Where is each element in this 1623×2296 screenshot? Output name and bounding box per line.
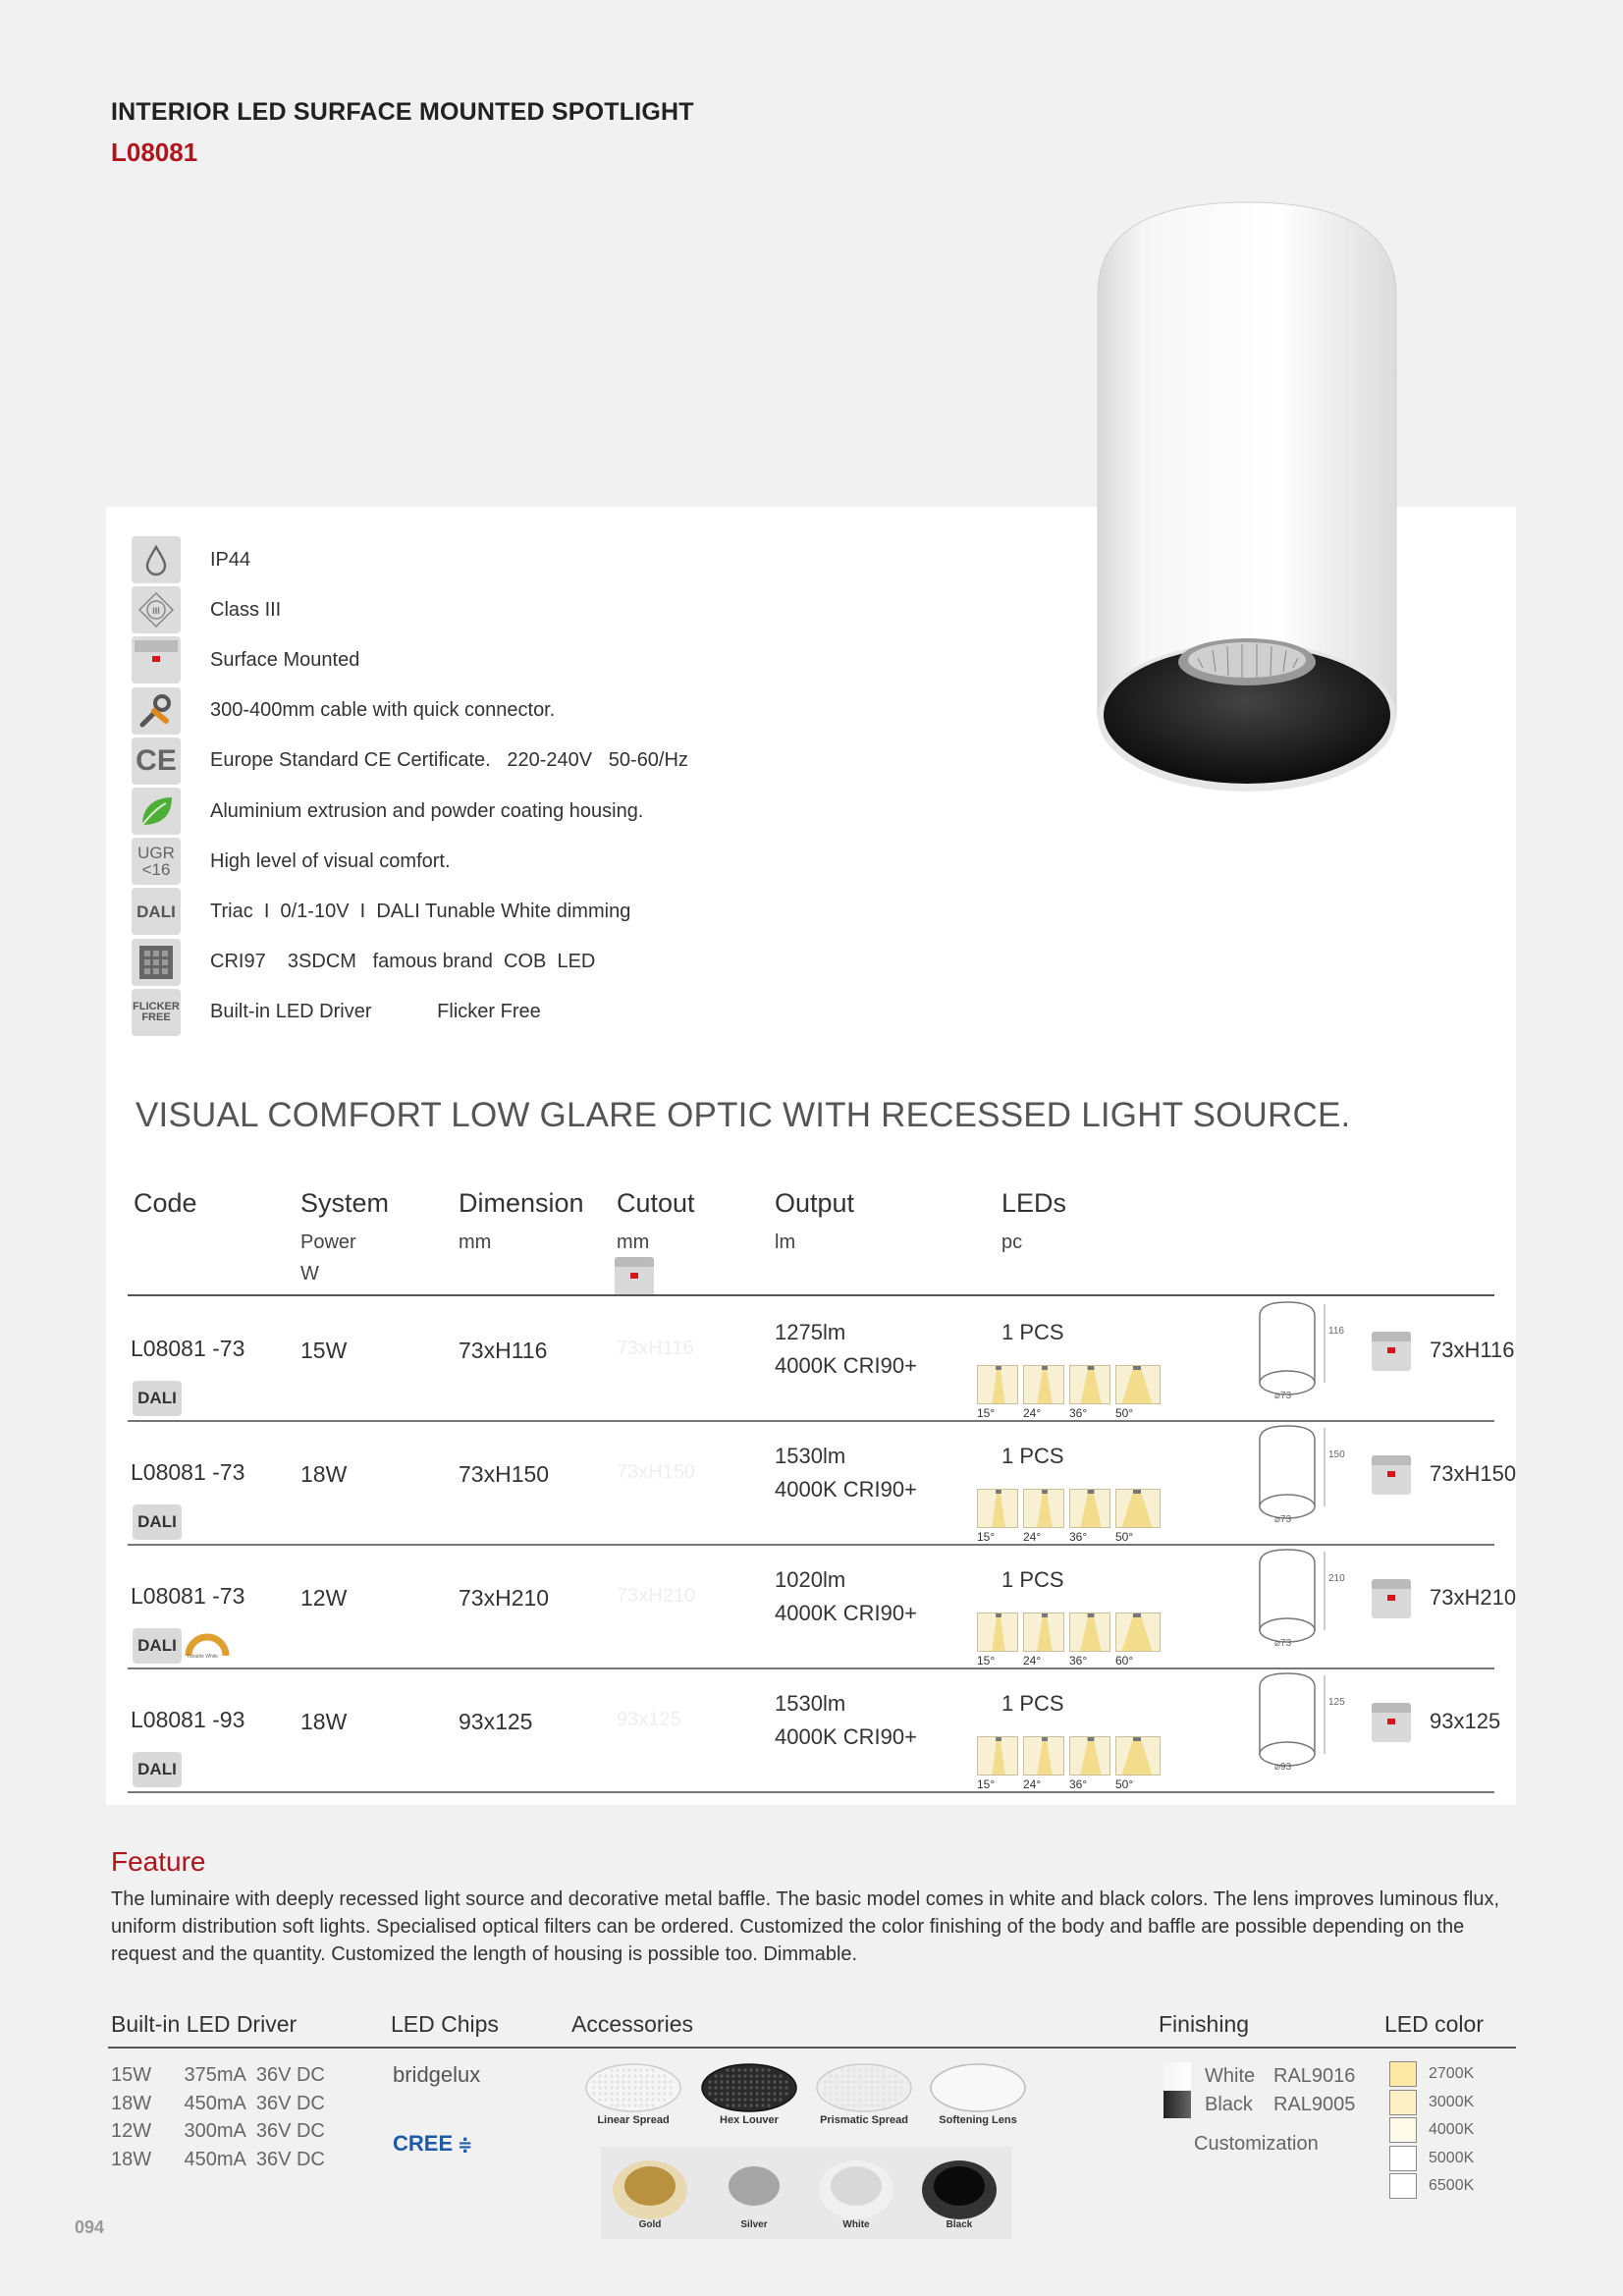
customization-label: Customization (1194, 2133, 1319, 2155)
finish-ral: RAL9005 (1273, 2093, 1356, 2115)
led-color-option (1389, 2173, 1474, 2199)
row-cutout: 73xH116 (617, 1338, 694, 1359)
cutout-icon (615, 1257, 654, 1296)
beam-angle-label: 50° (1115, 1406, 1134, 1420)
surface-mount-icon (1372, 1703, 1411, 1742)
leaf-icon (132, 788, 181, 835)
beam-angle-icon (1023, 1365, 1064, 1404)
row-cutout: 73xH150 (617, 1461, 696, 1483)
beam-angle-icon (1069, 1489, 1110, 1528)
surface-mount-icon (132, 636, 181, 683)
row-cct: 4000K CRI90+ (775, 1353, 917, 1378)
beam-angle-icon (977, 1736, 1018, 1776)
led-color-cct: 6500K (1429, 2177, 1475, 2194)
ce-icon: CE (132, 738, 181, 785)
row-leds: 1 PCS (1001, 1320, 1064, 1344)
dimension-height: 210 (1328, 1573, 1345, 1584)
feature-item (132, 887, 630, 936)
finish-ral: RAL9016 (1273, 2064, 1356, 2087)
row-power: 15W (300, 1338, 348, 1363)
chips-title: LED Chips (391, 2011, 499, 2037)
beam-angle-label: 36° (1069, 1530, 1088, 1544)
surface-mount-icon (1372, 1579, 1411, 1618)
bottom-divider (108, 2047, 1516, 2049)
class-iii-icon (132, 586, 181, 633)
row-code: L08081 -93 (131, 1707, 245, 1732)
feature-text: High level of visual comfort. (210, 849, 451, 872)
feature-item (132, 938, 595, 987)
finish-swatch (1163, 2091, 1191, 2118)
baffle-label: Silver (740, 2219, 768, 2230)
row-size: 73xH116 (1430, 1338, 1515, 1362)
lens-accessory (929, 2062, 1027, 2118)
col-sub-lm: lm (775, 1231, 796, 1253)
finish-name: White (1205, 2064, 1256, 2087)
beam-angle-icon (977, 1489, 1018, 1528)
beam-angle-label: 24° (1023, 1530, 1042, 1544)
beam-angle-icon (1115, 1365, 1161, 1404)
row-leds: 1 PCS (1001, 1444, 1064, 1468)
water-drop-icon (132, 536, 181, 583)
dimension-height: 125 (1328, 1697, 1345, 1708)
led-color-option (1389, 2090, 1474, 2115)
beam-angle-icon (977, 1365, 1018, 1404)
feature-text: 300-400mm cable with quick connector. (210, 699, 556, 722)
beam-angle-label: 36° (1069, 1406, 1088, 1420)
dali-badge: DALI (133, 1504, 182, 1540)
led-color-cct: 5000K (1429, 2149, 1475, 2166)
dimension-diameter: ⌀73 (1274, 1638, 1292, 1649)
feature-text: Europe Standard CE Certificate. 220-240V 50-60/Hz (210, 749, 688, 772)
feature-item (132, 837, 451, 886)
page-number: 094 (75, 2217, 105, 2237)
accessories-title: Accessories (571, 2011, 693, 2037)
dimension-diameter: ⌀93 (1274, 1762, 1292, 1773)
beam-angle-label: 50° (1115, 1777, 1134, 1791)
beam-angle-icon (1023, 1613, 1064, 1652)
beam-angle-label: 24° (1023, 1654, 1042, 1667)
finish-option (1163, 2091, 1355, 2118)
table-header-line (128, 1294, 1494, 1296)
led-color-option (1389, 2061, 1474, 2087)
dimension-drawing (1252, 1298, 1360, 1416)
feature-item (132, 585, 281, 634)
col-header-dimension: Dimension (459, 1188, 584, 1218)
row-code: L08081 -73 (131, 1336, 245, 1361)
dali-badge: DALI (133, 1381, 182, 1416)
lens-accessory (700, 2062, 798, 2118)
row-size: 73xH210 (1430, 1585, 1517, 1610)
beam-angle-labels (977, 1777, 1162, 1791)
cob-chip-icon (132, 939, 181, 986)
row-lumen: 1020lm (775, 1567, 846, 1592)
lens-label: Hex Louver (720, 2114, 779, 2126)
lens-label: Prismatic Spread (820, 2114, 908, 2126)
surface-mount-icon (1372, 1332, 1411, 1371)
beam-angle-icon (1115, 1489, 1161, 1528)
row-dimension: 73xH210 (459, 1585, 550, 1611)
row-cutout: 73xH210 (617, 1585, 696, 1607)
led-color-cct: 2700K (1429, 2065, 1475, 2082)
led-color-cct: 3000K (1429, 2093, 1475, 2110)
row-power: 18W (300, 1709, 348, 1734)
col-header-leds: LEDs (1001, 1188, 1067, 1218)
col-sub-pc: pc (1001, 1231, 1023, 1253)
led-color-swatch (1389, 2146, 1417, 2171)
row-dimension: 73xH150 (459, 1461, 550, 1487)
beam-angle-group (977, 1489, 1161, 1528)
finish-name: Black (1205, 2093, 1253, 2115)
row-code: L08081 -73 (131, 1583, 245, 1609)
lens-accessory (815, 2062, 913, 2118)
feature-item (132, 535, 250, 584)
dimension-drawing (1252, 1546, 1360, 1664)
beam-angle-label: 24° (1023, 1777, 1042, 1791)
col-header-cutout: Cutout (617, 1188, 695, 1218)
beam-angle-labels (977, 1406, 1162, 1420)
beam-angle-group (977, 1613, 1161, 1652)
beam-angle-label: 15° (977, 1777, 996, 1791)
row-cct: 4000K CRI90+ (775, 1477, 917, 1502)
beam-angle-icon (1023, 1736, 1064, 1776)
flicker-free-icon: FLICKER FREE (132, 989, 181, 1036)
row-size: 73xH150 (1430, 1461, 1517, 1486)
led-color-swatch (1389, 2061, 1417, 2087)
dali-badge: DALI (133, 1628, 182, 1664)
feature-item (132, 787, 643, 836)
ugr-icon: UGR <16 (132, 838, 181, 885)
product-code: L08081 (111, 137, 198, 167)
row-size: 93x125 (1430, 1709, 1501, 1733)
feature-title: Feature (111, 1846, 206, 1877)
beam-angle-icon (1115, 1736, 1161, 1776)
col-header-code: Code (134, 1188, 197, 1218)
page-title: INTERIOR LED SURFACE MOUNTED SPOTLIGHT (111, 98, 694, 126)
led-color-swatch (1389, 2173, 1417, 2199)
feature-text: CRI97 3SDCM famous brand COB LED (210, 951, 596, 973)
beam-angle-icon (1023, 1489, 1064, 1528)
dimension-drawing (1252, 1669, 1360, 1787)
dimension-drawing (1252, 1422, 1360, 1540)
beam-angle-label: 15° (977, 1654, 996, 1667)
row-lumen: 1530lm (775, 1444, 846, 1468)
lens-label: Softening Lens (939, 2114, 1017, 2126)
bridgelux-logo (393, 2062, 480, 2088)
finish-option (1163, 2062, 1355, 2090)
row-leds: 1 PCS (1001, 1567, 1064, 1592)
feature-text: Surface Mounted (210, 648, 360, 671)
row-cct: 4000K CRI90+ (775, 1601, 917, 1625)
beam-angle-label: 36° (1069, 1654, 1088, 1667)
row-divider (128, 1791, 1494, 1793)
col-sub-watt: W (300, 1263, 319, 1285)
beam-angle-icon (977, 1613, 1018, 1652)
tools-icon (132, 687, 181, 735)
feature-item (132, 686, 555, 736)
beam-angle-label: 15° (977, 1406, 996, 1420)
baffle-label: White (842, 2219, 870, 2230)
headline: VISUAL COMFORT LOW GLARE OPTIC WITH RECESSED LIGHT SOURCE. (135, 1096, 1351, 1134)
driver-spec: 15W 375mA 36V DC (111, 2064, 325, 2086)
dimension-height: 116 (1328, 1326, 1344, 1337)
led-color-cct: 4000K (1429, 2121, 1475, 2138)
led-color-swatch (1389, 2090, 1417, 2115)
led-color-option (1389, 2146, 1474, 2171)
row-leds: 1 PCS (1001, 1691, 1064, 1716)
dimension-diameter: ⌀73 (1274, 1391, 1292, 1401)
col-sub-power: Power (300, 1231, 356, 1253)
beam-angle-group (977, 1736, 1161, 1776)
beam-angle-label: 50° (1115, 1530, 1134, 1544)
dali-badge: DALI (133, 1752, 182, 1787)
feature-text: Triac I 0/1-10V I DALI Tunable White dimming (210, 900, 631, 922)
col-sub-cutout-mm: mm (617, 1231, 650, 1253)
beam-angle-group (977, 1365, 1161, 1404)
led-color-option (1389, 2117, 1474, 2143)
feature-text: IP44 (210, 548, 251, 571)
feature-text: Class III (210, 598, 282, 621)
col-sub-mm: mm (459, 1231, 492, 1253)
driver-spec: 18W 450mA 36V DC (111, 2148, 325, 2170)
beam-angle-icon (1069, 1736, 1110, 1776)
baffle-accessory (815, 2155, 897, 2228)
row-code: L08081 -73 (131, 1459, 245, 1485)
lens-accessory (584, 2062, 682, 2118)
baffle-accessory (918, 2155, 1001, 2228)
beam-angle-label: 60° (1115, 1654, 1134, 1667)
feature-item (132, 988, 541, 1037)
dali-icon: DALI (132, 888, 181, 935)
finish-swatch (1163, 2062, 1191, 2090)
row-lumen: 1530lm (775, 1691, 846, 1716)
dimension-diameter: ⌀73 (1274, 1514, 1292, 1525)
beam-angle-labels (977, 1654, 1162, 1667)
row-cutout: 93x125 (617, 1709, 681, 1730)
ledcolor-title: LED color (1384, 2011, 1484, 2037)
beam-angle-icon (1069, 1613, 1110, 1652)
row-dimension: 93x125 (459, 1709, 533, 1734)
cree-logo: CREE ≑ (393, 2131, 473, 2156)
col-header-output: Output (775, 1188, 855, 1218)
row-dimension: 73xH116 (459, 1338, 548, 1363)
row-power: 12W (300, 1585, 348, 1611)
row-cct: 4000K CRI90+ (775, 1724, 917, 1749)
driver-spec: 12W 300mA 36V DC (111, 2120, 325, 2142)
col-header-system: System (300, 1188, 390, 1218)
lens-label: Linear Spread (597, 2114, 670, 2126)
cree-text: CREE (393, 2131, 454, 2156)
beam-angle-label: 24° (1023, 1406, 1042, 1420)
beam-angle-label: 15° (977, 1530, 996, 1544)
beam-angle-icon (1069, 1365, 1110, 1404)
baffle-accessory (609, 2155, 691, 2228)
beam-angle-label: 36° (1069, 1777, 1088, 1791)
svg-text:III: III (152, 606, 160, 617)
feature-item (132, 635, 359, 684)
row-power: 18W (300, 1461, 348, 1487)
baffle-label: Black (946, 2219, 973, 2230)
baffle-label: Gold (638, 2219, 662, 2230)
product-image (1090, 196, 1404, 795)
driver-title: Built-in LED Driver (111, 2011, 298, 2037)
feature-item (132, 737, 688, 786)
driver-spec: 18W 450mA 36V DC (111, 2092, 325, 2114)
beam-angle-labels (977, 1530, 1162, 1544)
beam-angle-icon (1115, 1613, 1161, 1652)
bridgelux-text: bridgelux (393, 2062, 481, 2087)
surface-mount-icon (1372, 1455, 1411, 1495)
row-lumen: 1275lm (775, 1320, 846, 1344)
led-color-swatch (1389, 2117, 1417, 2143)
dimension-height: 150 (1328, 1449, 1345, 1460)
tunable-white-label: Tunable White (187, 1654, 219, 1660)
feature-text: Built-in LED Driver Flicker Free (210, 1001, 541, 1023)
finishing-title: Finishing (1159, 2011, 1250, 2037)
feature-text: Aluminium extrusion and powder coating housing. (210, 799, 644, 822)
feature-body: The luminaire with deeply recessed light source and decorative metal baffle. The basic model comes in white and black colors. The lens improves luminous flux, uniform distribution soft lights. Specialised optical filters can be ordered. Customized the color finishing of the body and baffle are possible depending on the request and the quantity. Customized the length of housing is possible too. Dimmable. (111, 1888, 1500, 1965)
baffle-accessory (713, 2155, 795, 2228)
